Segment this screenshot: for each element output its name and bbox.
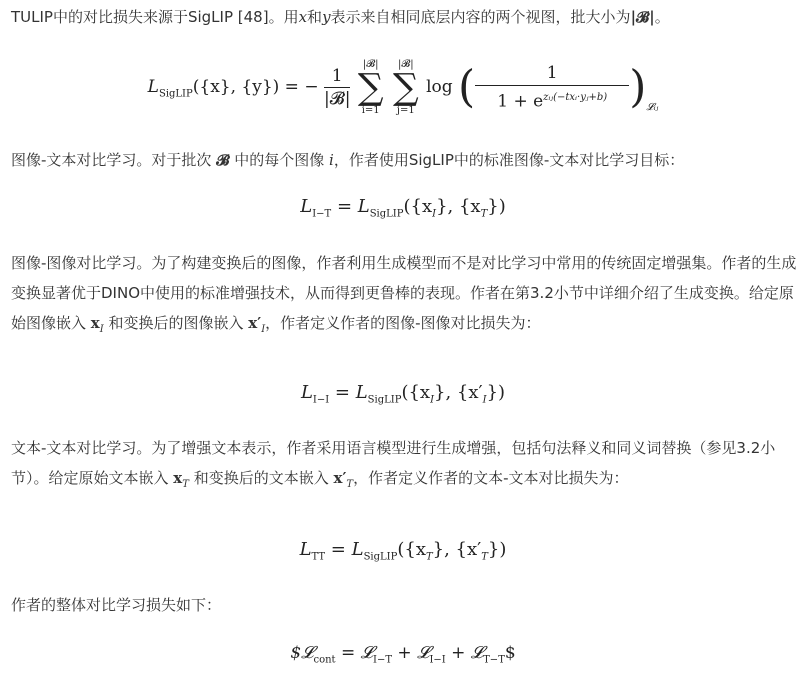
eq-lhs-sub: SigLIP xyxy=(158,88,193,100)
eq-log: log xyxy=(426,77,453,97)
math-batch-size: |𝓑| xyxy=(630,8,655,26)
text-run: ，作者使用SigLIP中的标准图像-文本对比学习目标： xyxy=(333,151,685,169)
eq-rhs-sub: SigLIP xyxy=(363,551,398,563)
eq-term: + 𝓛 xyxy=(445,643,484,663)
eq-sub: I−I xyxy=(429,654,446,666)
text-run: 。 xyxy=(654,8,670,26)
eq-lhs: L xyxy=(299,539,312,560)
sum-sign: ∑ xyxy=(357,66,384,108)
text-run: TULIP中的对比损失来源于SigLIP [48]。用 xyxy=(11,8,299,26)
text-run: 表示来自相同底层内容的两个视图，批大小为 xyxy=(330,8,631,26)
siglip-equation xyxy=(0,52,806,122)
loss-tt-equation xyxy=(0,533,806,575)
loss-it-equation xyxy=(0,190,806,232)
eq-rhs: = L xyxy=(331,196,370,217)
eq-sub: cont xyxy=(313,654,336,666)
overall-loss-paragraph xyxy=(11,590,803,620)
math-x-prime: x′ xyxy=(248,314,262,332)
eq-sub: T xyxy=(425,551,433,563)
eq-args: ({x xyxy=(397,539,426,560)
text-run: 图像-图像对比学习。为了构建变换后的图像，作者利用生成模型而不是对比学习中常用的传统固定增强集。作者的生成变换显著优于DINO中使用的标准增强技术，从而得到更鲁棒的表现。作者在第3.2小节中详细介绍了生成变换。给定原始图像嵌入 xyxy=(11,254,797,332)
eq-end: }) xyxy=(487,196,506,217)
eq-lhs: L xyxy=(300,382,313,403)
inner-den-base: 1 + e xyxy=(497,91,544,112)
sum-sign: ∑ xyxy=(392,66,419,108)
text-run: 和 xyxy=(307,8,323,26)
text-run: ，作者定义作者的图像-图像对比损失为： xyxy=(265,314,541,332)
eq-lhs-sub: I−I xyxy=(312,394,330,406)
text-run: 和变换后的文本嵌入 xyxy=(193,469,329,487)
math-x: x xyxy=(90,314,100,332)
eq-end: }) xyxy=(487,539,507,560)
eq-args: ({x}, {y}) = − xyxy=(192,77,319,97)
eq-lhs: L xyxy=(147,77,159,97)
eq-term: $𝓛 xyxy=(290,643,314,663)
sum-top: |𝓑| xyxy=(398,58,414,70)
eq-mid: }, {x′ xyxy=(434,382,483,403)
math-sub: I xyxy=(99,324,104,335)
image-text-paragraph xyxy=(11,145,803,175)
total-loss-equation xyxy=(0,638,806,675)
math-sub: T xyxy=(182,479,189,490)
loss-ii-equation xyxy=(0,376,806,418)
eq-mid: }, {x′ xyxy=(432,539,482,560)
text-run: 图像-文本对比学习。对于批次 xyxy=(11,151,212,169)
eq-fraction xyxy=(324,65,350,110)
eq-term: + 𝓛 xyxy=(392,643,430,663)
sum-bottom: i=1 xyxy=(361,104,380,116)
math-x: x xyxy=(298,8,308,26)
paren-open: ( xyxy=(458,61,476,113)
sum-top: |𝓑| xyxy=(362,58,379,70)
eq-mid: }, {x xyxy=(436,196,481,217)
inner-num: 1 xyxy=(475,61,629,86)
sum-bottom: j=1 xyxy=(396,104,415,116)
eq-term: $ xyxy=(504,643,516,663)
eq-lhs-sub: I−T xyxy=(312,208,332,220)
text-run: 中的每个图像 xyxy=(234,151,325,169)
eq-sub: I xyxy=(430,394,435,406)
eq-lhs-sub: TT xyxy=(311,551,326,563)
math-x-prime: x′ xyxy=(333,469,347,487)
eq-end: }) xyxy=(486,382,506,403)
eq-rhs: = L xyxy=(329,382,368,403)
math-x: x xyxy=(173,469,183,487)
text-run: 文本-文本对比学习。为了增强文本表示，作者采用语言模型进行生成增强，包括句法释义和同义词替换（参见3.2小节）。给定原始文本嵌入 xyxy=(11,439,776,487)
eq-args: ({x xyxy=(401,382,431,403)
eq-sub: T−T xyxy=(483,654,505,666)
eq-rhs: = L xyxy=(325,539,364,560)
math-batch: 𝓑 xyxy=(216,151,230,169)
eq-sub: T xyxy=(480,208,488,220)
eq-lhs: L xyxy=(300,196,313,217)
inner-exponent: zᵢⱼ(−txᵢ·yⱼ+b) xyxy=(543,92,608,104)
math-i: i xyxy=(329,151,334,169)
math-sub: T xyxy=(346,479,354,490)
intro-paragraph xyxy=(11,2,803,32)
eq-sub: I−T xyxy=(373,654,393,666)
sum-i xyxy=(358,60,384,116)
inner-den xyxy=(475,86,629,114)
image-image-paragraph xyxy=(11,248,803,345)
math-y: y xyxy=(322,8,331,26)
text-run: 作者的整体对比学习损失如下： xyxy=(11,596,222,614)
eq-rhs-sub: SigLIP xyxy=(367,394,402,406)
eq-rhs-sub: SigLIP xyxy=(369,208,404,220)
frac-den: |𝓑| xyxy=(323,89,351,109)
eq-term: = 𝓛 xyxy=(335,643,374,663)
eq-sub: I xyxy=(482,394,487,406)
eq-args: ({x xyxy=(403,196,433,217)
eq-sub: T xyxy=(481,551,488,563)
paren-close: ) xyxy=(629,61,647,113)
text-run: 和变换后的图像嵌入 xyxy=(108,314,244,332)
text-run: ，作者定义作者的文本-文本对比损失为： xyxy=(353,469,629,487)
frac-num: 1 xyxy=(324,65,350,88)
sum-j xyxy=(393,60,419,116)
eq-inner-fraction xyxy=(475,61,629,114)
eq-sub: I xyxy=(432,208,437,220)
eq-tail-sub: 𝓛ᵢⱼ xyxy=(646,102,659,113)
math-sub: I xyxy=(261,324,266,335)
text-text-paragraph xyxy=(11,433,803,500)
